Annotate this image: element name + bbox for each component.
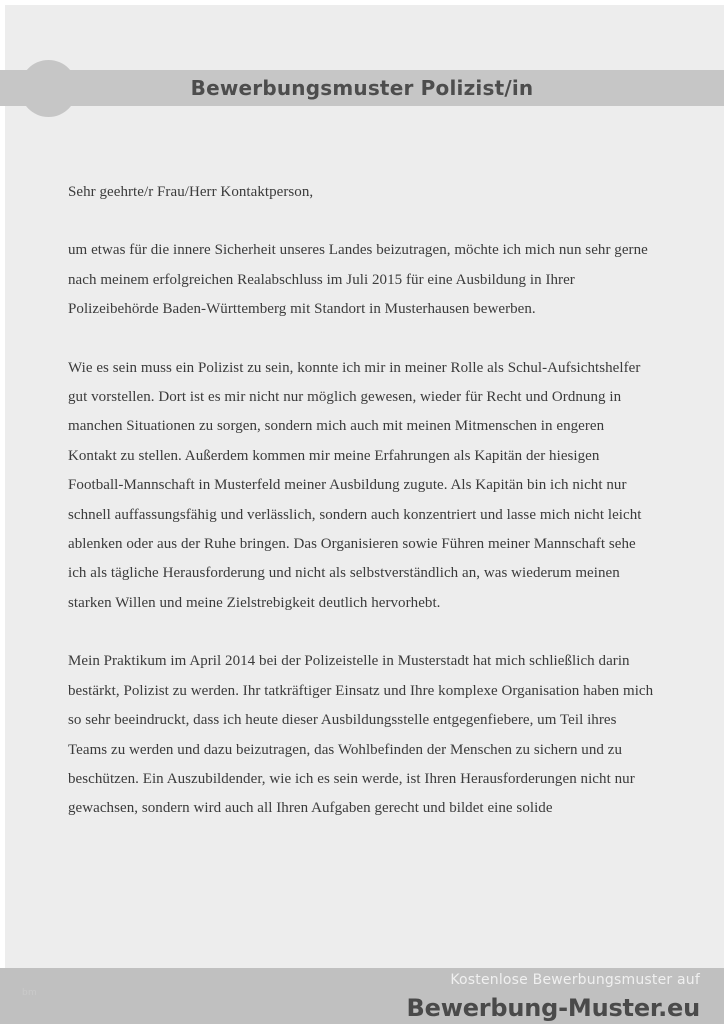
page-title: Bewerbungsmuster Polizist/in — [190, 76, 534, 100]
letter-paragraph-1: um etwas für die innere Sicherheit unseres Landes beizutragen, möchte ich mich nun sehr gerne nach meinem erfolgreichen Realabschluss im Juli 2015 für eine Ausbildung in Ihrer Polizeibehörde Baden-Württemberg mit Standort in Musterhausen bewerben. — [68, 242, 648, 318]
footer-site-logo[interactable]: Bewerbung-Muster.eu — [406, 994, 700, 1022]
footer-watermark: bm — [22, 988, 38, 998]
letter-salutation: Sehr geehrte/r Frau/Herr Kontaktperson, — [68, 184, 314, 200]
letter-body — [68, 178, 656, 853]
letter-paragraph-2: Wie es sein muss ein Polizist zu sein, konnte ich mir in meiner Rolle als Schul-Aufsichtshelfer gut vorstellen. Dort ist es mir nicht nur möglich gewesen, wieder für Recht und Ordnung in manchen Situationen zu sorgen, sondern mich auch mit meinen Mitmenschen in engeren Kontakt zu stellen. Außerdem kommen mir meine Erfahrungen als Kapitän der hiesigen Football-Mannschaft in Musterfeld meiner Ausbildung zugute. Als Kapitän bin ich nicht nur schnell auffassungsfähig und verlässlich, sondern auch konzentriert und lasse mich nicht leicht ablenken oder aus der Ruhe bringen. Das Organisieren sowie Führen meiner Mannschaft sehe ich als tägliche Herausforderung und nicht als selbstverständlich an, was wiederum meinen starken Willen und meine Zielstrebigkeit deutlich hervorhebt. — [68, 359, 642, 611]
footer-tagline: Kostenlose Bewerbungsmuster auf — [450, 972, 700, 988]
letter-paragraph-3: Mein Praktikum im April 2014 bei der Polizeistelle in Musterstadt hat mich schließlich darin bestärkt, Polizist zu werden. Ihr tatkräftiger Einsatz und Ihre komplexe Organisation haben mich so sehr beeindruckt, dass ich heute dieser Ausbildungsstelle entgegenfiebere, um Teil ihres Teams zu werden und dazu beizutragen, das Wohlbefinden der Menschen zu sichern und zu beschützen. Ein Auszubildender, wie ich es sein werde, ist Ihren Herausforderungen nicht nur gewachsen, sondern wird auch all Ihren Aufgaben gerecht und bildet eine solide — [68, 653, 654, 817]
